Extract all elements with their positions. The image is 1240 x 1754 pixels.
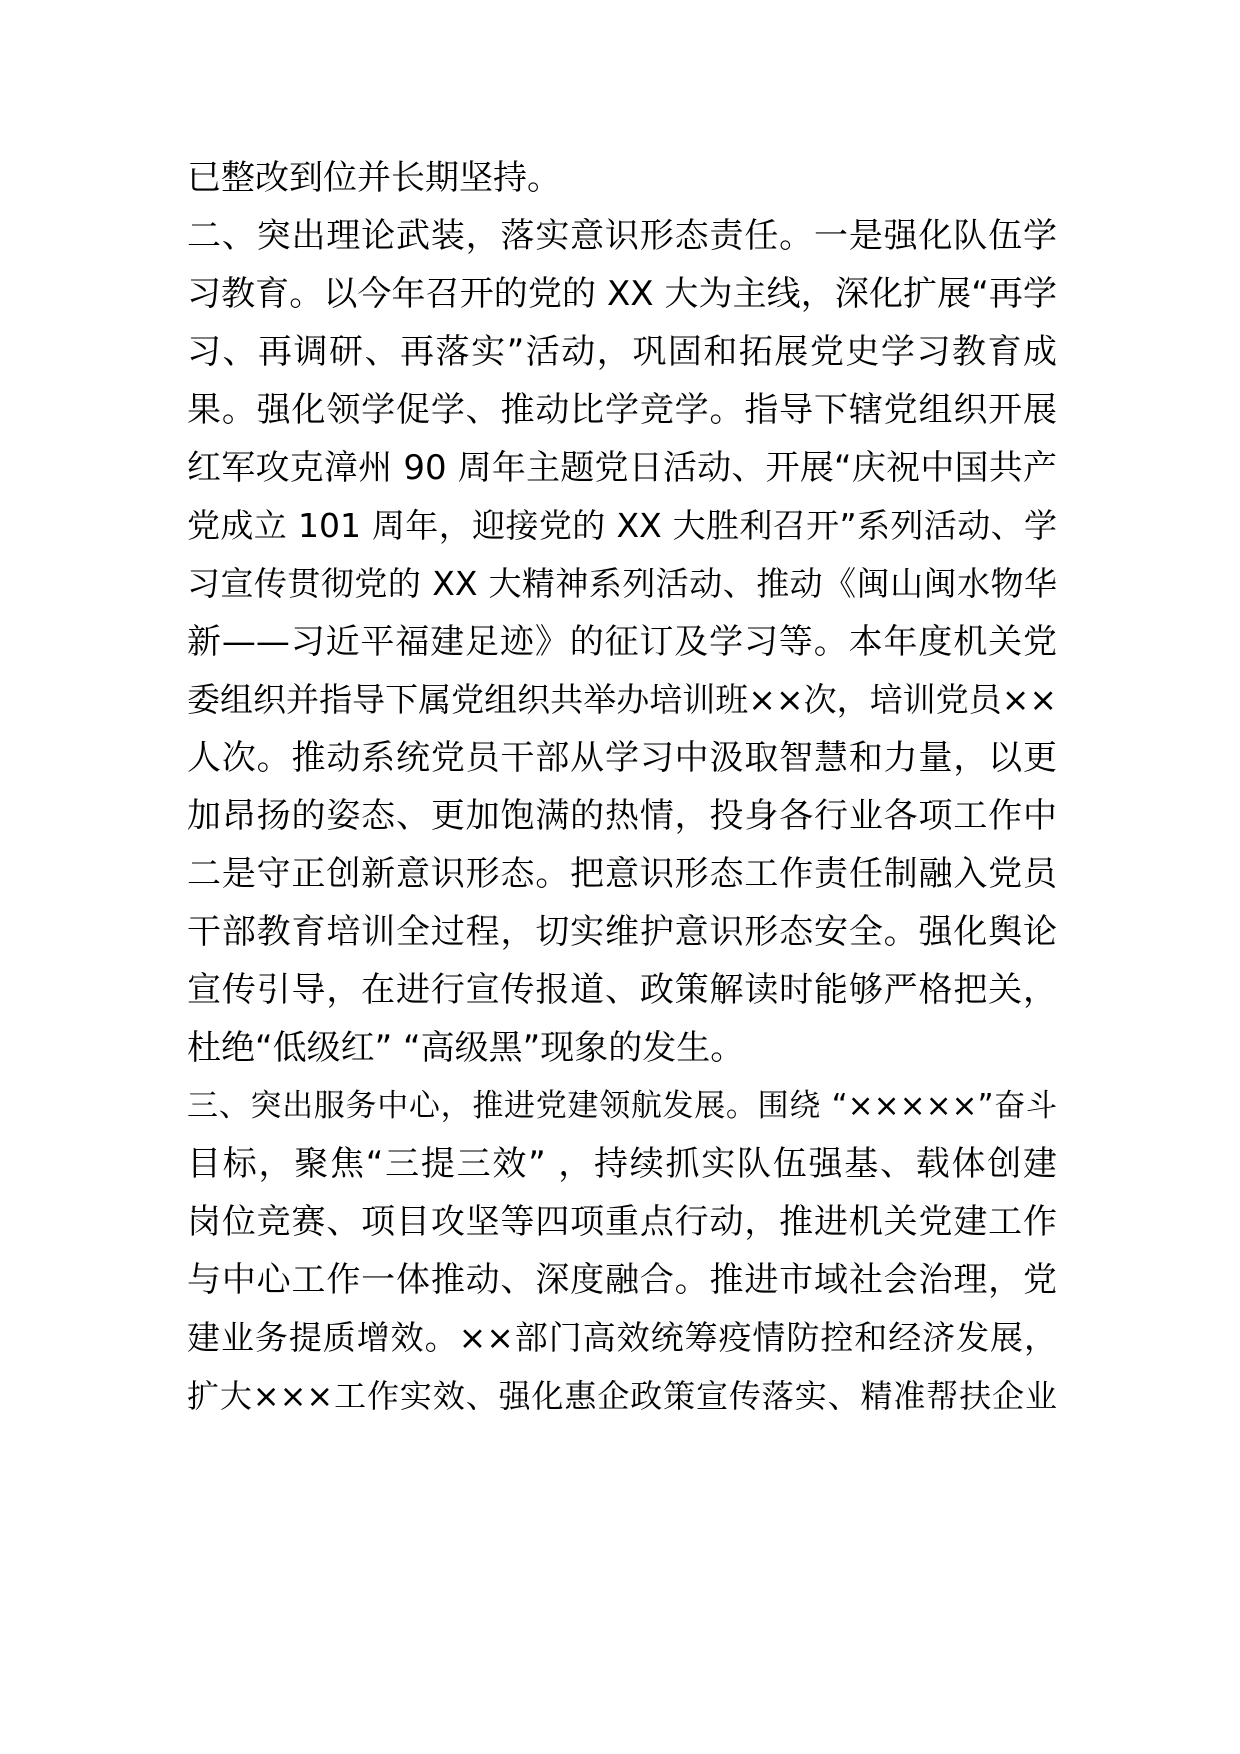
- text-line: 人次。推动系统党员干部从学习中汲取智慧和力量，以更: [187, 738, 1057, 778]
- text-line: 二是守正创新意识形态。把意识形态工作责任制融入党员: [187, 854, 1057, 894]
- text-line: 红军攻克漳州 90 周年主题党日活动、开展“庆祝中国共产: [187, 448, 1057, 488]
- text-line: 扩大×××工作实效、强化惠企政策宣传落实、精准帮扶企业: [187, 1377, 1057, 1415]
- text-line: 与中心工作一体推动、深度融合。推进市域社会治理，党: [187, 1260, 1057, 1300]
- text-line: 目标，聚焦“三提三效” ，持续抓实队伍强基、载体创建: [187, 1144, 1057, 1184]
- text-line: 习宣传贯彻党的 XX 大精神系列活动、推动《闽山闽水物华: [187, 564, 1057, 603]
- text-line: 习、再调研、再落实”活动，巩固和拓展党史学习教育成: [187, 332, 1057, 372]
- text-line: 委组织并指导下属党组织共举办培训班××次，培训党员××: [187, 680, 1057, 719]
- text-line: 已整改到位并长期坚持。: [187, 158, 561, 198]
- text-line: 加昂扬的姿态、更加饱满的热情，投身各行业各项工作中: [187, 796, 1057, 836]
- text-line: 三、突出服务中心，推进党建领航发展。围绕 “×××××”奋斗: [187, 1088, 1057, 1124]
- text-line: 新——习近平福建足迹》的征订及学习等。本年度机关党: [187, 622, 1057, 662]
- text-line: 岗位竞赛、项目攻坚等四项重点行动，推进机关党建工作: [187, 1202, 1057, 1242]
- text-line: 干部教育培训全过程，切实维护意识形态安全。强化舆论: [187, 912, 1057, 952]
- text-line: 习教育。以今年召开的党的 XX 大为主线，深化扩展“再学: [187, 274, 1057, 314]
- text-line: 党成立 101 周年，迎接党的 XX 大胜利召开”系列活动、学: [187, 506, 1057, 545]
- text-line: 果。强化领学促学、推动比学竞学。指导下辖党组织开展: [187, 390, 1057, 430]
- text-line: 二、突出理论武装，落实意识形态责任。一是强化队伍学: [187, 216, 1057, 256]
- text-line: 杜绝“低级红” “高级黑”现象的发生。: [187, 1028, 745, 1068]
- text-line: 建业务提质增效。××部门高效统筹疫情防控和经济发展，: [187, 1318, 1057, 1357]
- text-line: 宣传引导，在进行宣传报道、政策解读时能够严格把关，: [187, 970, 1057, 1010]
